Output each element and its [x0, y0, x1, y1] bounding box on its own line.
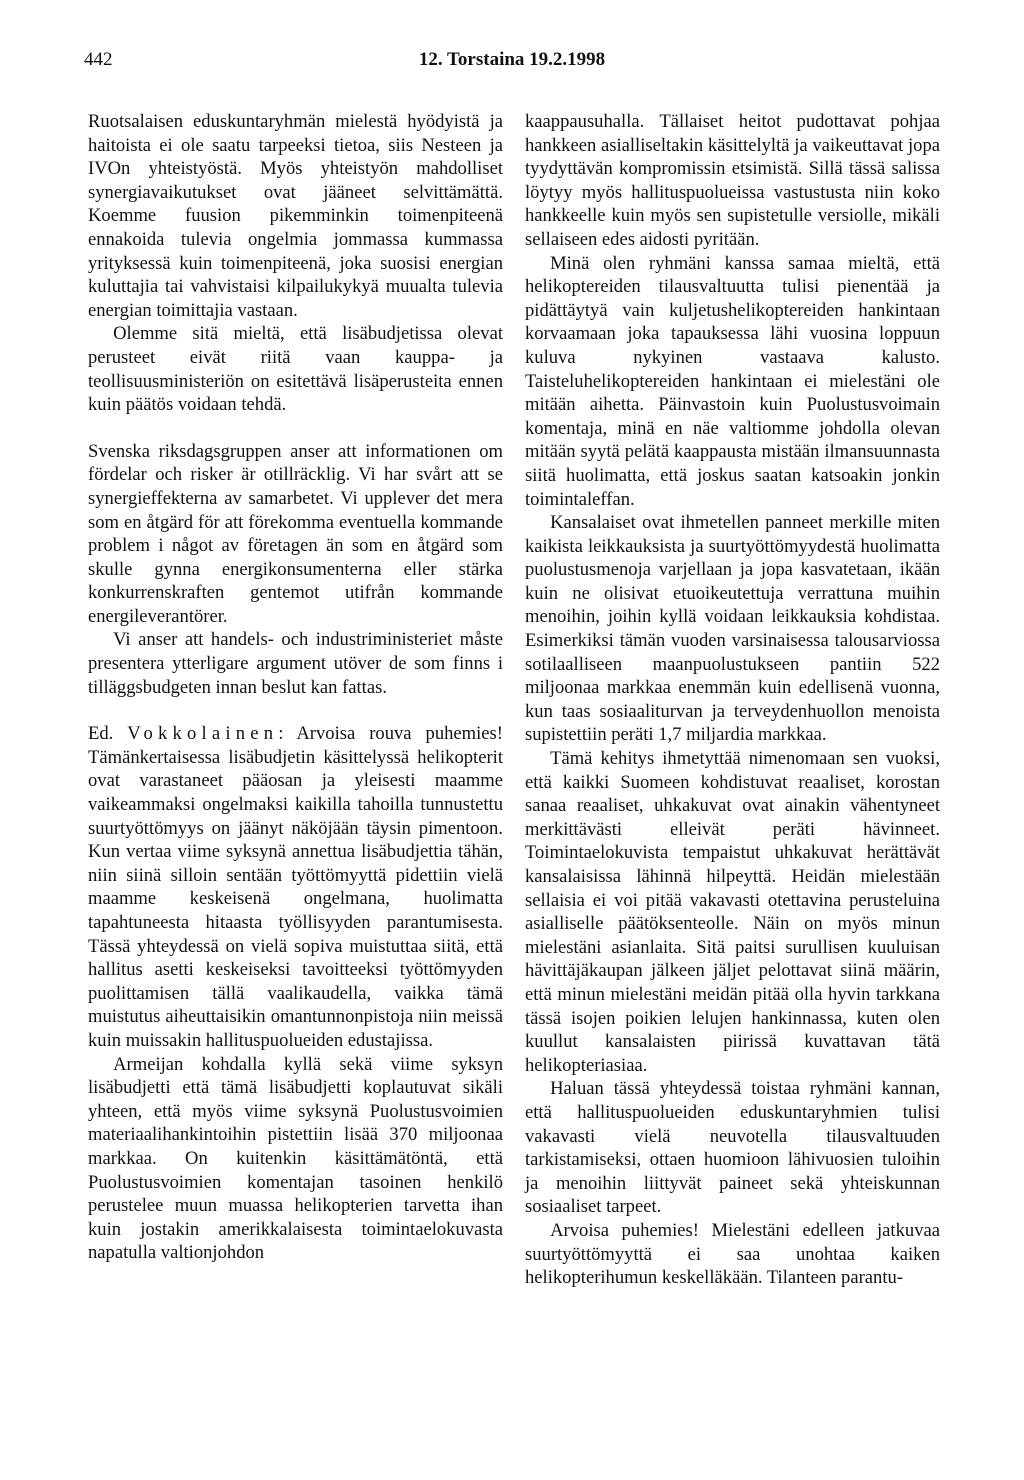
paragraph: Olemme sitä mieltä, että lisäbudjetissa olevat perusteet eivät riitä vaan kauppa- ja teollisuusministeriön on esitettävä lisäperusteita ennen kuin päätös voidaan tehdä. — [88, 323, 503, 416]
page-number: 442 — [84, 49, 113, 70]
paragraph: Ruotsalaisen eduskuntaryhmän mielestä hyödyistä ja haitoista ei ole saatu tarpeeksi tietoa, siis Nesteen ja IVOn yhteistyöstä. Myös yhteistyön mahdolliset synergiavaikutukset ovat jääneet selvittämättä. Koemme fuusion pikemminkin toimenpiteenä ennakoida tulevia ongelmia jommassa kummassa yrityksessä kuin toimenpiteenä, joka suosisi energian kuluttajia tai vahvistaisi kilpailukykyä muualta tulevia energian toimittajia vastaan. — [88, 111, 503, 321]
paragraph: Tämä kehitys ihmetyttää nimenomaan sen vuoksi, että kaikki Suomeen kohdistuvat reaaliset, korostan sanaa reaaliset, uhkakuvat ovat ainakin vähentyneet merkittävästi elleivät peräti hävinneet. Toimintaelokuvista tempaistut uhkakuvat herättävät kansalaisissa lähinnä hilpeyttä. Heidän mielestään sellaisia ei voi pitää vakavasti otettavina perusteluina asialliselle päätöksenteolle. Näin on myös minun mielestäni asianlaita. Sitä paitsi surullisen kuuluisan hävittäjäkaupan jälkeen jäljet pelottavat siinä määrin, että minun mielestäni meidän pitää olla hyvin tarkkana tässä isojen poikien lelujen hankinnassa, kuten olen kuullut kansalaisten piirissä kuvattavan tätä helikopteriasiaa. — [525, 748, 940, 1076]
paragraph: Minä olen ryhmäni kanssa samaa mieltä, että helikoptereiden tilausvaltuutta tulisi pienentää ja pidättäytyä vain kuljetushelikoptereiden hankintaan korvaamaan joka tapauksessa lähi vuosina loppuun kuluva nykyinen vastaava kalusto. Taisteluhelikoptereiden hankintaan ei mielestäni ole mitään aihetta. Päinvastoin kuin Puolustusvoimain komentaja, minä en näe valtiomme johdolla olevan mitään syytä pelätä kaappausta mistään ilmansuunnasta siitä huolimatta, että joskus saatan katsoakin jonkin toimintaleffan. — [525, 252, 940, 510]
speaker-name: Vokkolainen — [127, 723, 279, 745]
paragraph: Svenska riksdagsgruppen anser att informationen om fördelar och risker är otillräcklig. Vi har svårt att se synergieffekterna av samarbetet. Vi upplever det mera som en åtgärd för att förekomma eventuella kommande problem i något av företagen än som en åtgärd som skulle gynna energikonsumenterna eller stärka konkurrenskraften gentemot utifrån kommande energileverantörer. — [88, 440, 503, 627]
paragraph: Arvoisa puhemies! Mielestäni edelleen jatkuvaa suurtyöttömyyttä ei saa unohtaa kaiken helikopterihumun keskelläkään. Tilanteen parantu- — [525, 1219, 940, 1289]
running-head: 12. Torstaina 19.2.1998 — [418, 49, 606, 70]
right-column — [525, 110, 940, 1290]
speaker-prefix: Ed. — [88, 723, 114, 745]
paragraph: Kansalaiset ovat ihmetellen panneet merkille miten kaikista leikkauksista ja suurtyöttömyydestä huolimatta puolustusmenoja varjellaan ja jopa kasvatetaan, ikään kuin ne olisivat etuoikeutettuja verrattuna muihin menoihin, joihin kyllä voidaan leikkauksia kohdistaa. Esimerkiksi tämän vuoden varsinaisessa talousarviossa sotilaalliseen maanpuolustukseen pantiin 522 miljoonaa markkaa enemmän kuin edellisenä vuonna, kun taas sosiaaliturvan ja terveydenhuollon menoista supistettiin peräti 1,7 miljardia markkaa. — [525, 512, 940, 746]
paragraph: Vi anser att handels- och industriministeriet måste presentera ytterligare argument utöver de som finns i tilläggsbudgeten innan beslut kan fattas. — [88, 629, 503, 698]
speech-text: : Arvoisa rouva puhemies! Tämänkertaisessa lisäbudjetin käsittelyssä helikopterit ovat varastaneet pääosan ja yleisesti maamme vaikeammaksi ongelmaksi kaikilla tahoilla tunnustettu suurtyöttömyys on jäänyt näköjään täysin pimentoon. Kun vertaa viime syksynä annettua lisäbudjettia tähän, niin siinä silloin sentään työttömyyttä pidettiin vielä maamme keskeisenä ongelmana, huolimatta tapahtuneesta hitaasta työllisyyden parantumisesta. Tässä yhteydessä on vielä sopiva muistuttaa siitä, että hallitus asetti keskeiseksi tavoitteeksi työttömyyden puolittamisen tällä vaalikaudella, vaikka tämä muistutus aiheuttaisikin omantunnonpistoja niin meissä kuin muissakin hallituspuolueiden edustajissa. — [88, 723, 503, 1051]
speaker-paragraph — [88, 722, 503, 1052]
page-header — [84, 48, 940, 72]
left-column — [88, 110, 503, 1265]
paragraph: Armeijan kohdalla kyllä sekä viime syksyn lisäbudjetti että tämä lisäbudjetti koplautuvat sikäli yhteen, että myös viime syksynä Puolustusvoimien materiaalihankintoihin pistettiin lisää 370 miljoonaa markkaa. On kuitenkin käsittämätöntä, että Puolustusvoimien komentajan tasoinen henkilö perustelee muun muassa helikopterien tarvetta ihan kuin jostakin amerikkalaisesta toimintaelokuvasta napatulla valtionjohdon — [88, 1053, 503, 1264]
paragraph: kaappausuhalla. Tällaiset heitot pudottavat pohjaa hankkeen asialliseltakin käsittelyltä ja vaikeuttavat jopa tyydyttävän kompromissin etsimistä. Sillä tässä salissa löytyy myös hallituspuolueissa vastustusta niin koko hankkeelle kuin myös sen supistetulle versiolle, mikäli sellaiseen edes aidosti pyritään. — [525, 111, 940, 250]
paragraph: Haluan tässä yhteydessä toistaa ryhmäni kannan, että hallituspuolueiden eduskuntaryhmien tulisi vakavasti vielä neuvotella tilausvaltuuden tarkistamiseksi, ottaen huomioon lähivuosien tuloihin ja menoihin liittyvät paineet sekä yhteiskunnan sosiaaliset tarpeet. — [525, 1078, 940, 1218]
